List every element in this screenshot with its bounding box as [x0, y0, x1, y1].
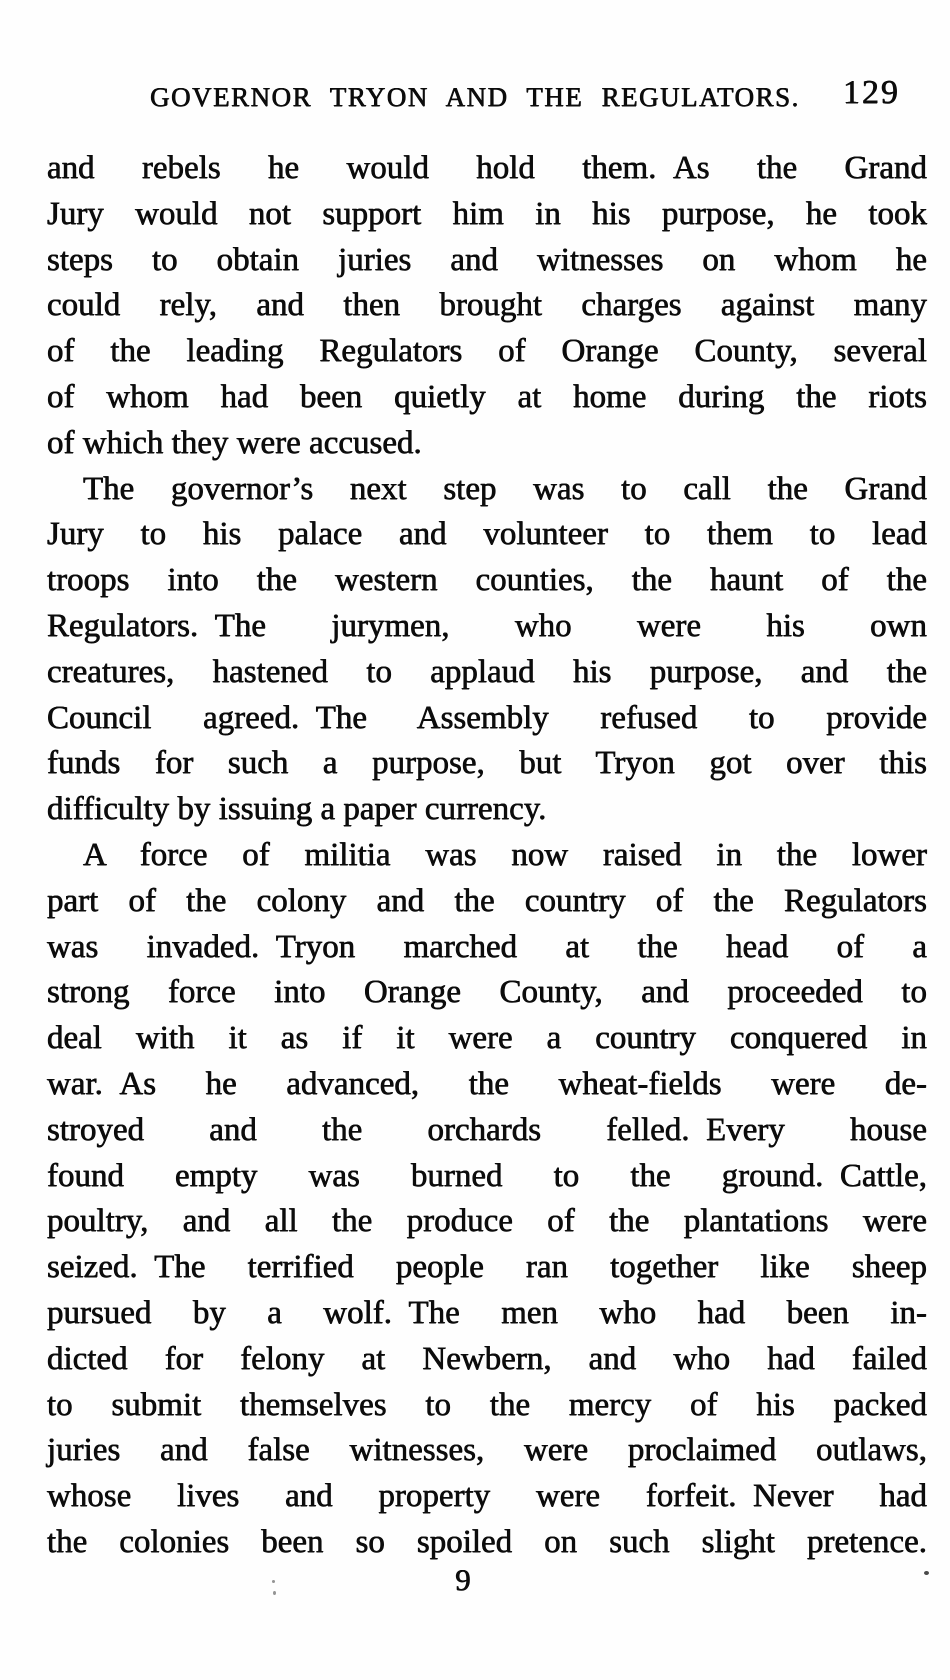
text-line: of the leading Regulators of Orange County, several	[47, 333, 927, 370]
text-line: of which they were accused.	[47, 424, 422, 461]
text-line: poultry, and all the produce of the plantations were	[47, 1203, 927, 1240]
print-artifact-speck	[273, 1591, 276, 1595]
text-line: A force of militia was now raised in the lower	[83, 836, 927, 873]
text-line: juries and false witnesses, were proclaimed outlaws,	[47, 1432, 927, 1469]
text-line: was invaded. Tryon marched at the head of a	[47, 928, 927, 965]
text-line: whose lives and property were forfeit. Never had	[47, 1478, 927, 1515]
running-header-title: GOVERNOR TRYON AND THE REGULATORS.	[150, 82, 800, 112]
text-line: war. As he advanced, the wheat-fields were de-	[47, 1065, 927, 1102]
paragraph	[47, 833, 927, 1566]
text-line: stroyed and the orchards felled. Every house	[47, 1111, 927, 1148]
text-line: dicted for felony at Newbern, and who had failed	[47, 1340, 927, 1377]
text-line: part of the colony and the country of the Regulators	[47, 882, 927, 919]
text-line: and rebels he would hold them. As the Grand	[47, 150, 927, 186]
print-artifact-speck	[272, 1580, 275, 1583]
text-line: found empty was burned to the ground. Cattle,	[47, 1157, 927, 1194]
text-line: Council agreed. The Assembly refused to provide	[47, 699, 927, 736]
text-line: steps to obtain juries and witnesses on whom he	[47, 241, 927, 278]
paragraph	[47, 146, 927, 467]
text-line: The governor’s next step was to call the Grand	[83, 470, 927, 507]
text-line: the colonies been so spoiled on such slight pretence.	[47, 1523, 927, 1560]
paragraph	[47, 467, 927, 833]
text-line: deal with it as if it were a country conquered in	[47, 1020, 927, 1057]
print-artifact-dot	[924, 1571, 929, 1575]
body-text	[47, 146, 927, 1566]
signature-mark: 9	[455, 1562, 471, 1597]
text-line: Jury would not support him in his purpose, he took	[47, 195, 927, 232]
text-line: to submit themselves to the mercy of his packed	[47, 1386, 927, 1423]
text-line: of whom had been quietly at home during the riots	[47, 378, 927, 415]
text-line: seized. The terrified people ran together like sheep	[47, 1249, 927, 1286]
text-line: pursued by a wolf. The men who had been in-	[47, 1294, 927, 1331]
text-line: difficulty by issuing a paper currency.	[47, 791, 547, 828]
page-number: 129	[843, 74, 900, 111]
text-line: strong force into Orange County, and proceeded to	[47, 974, 927, 1011]
text-line: Jury to his palace and volunteer to them to lead	[47, 516, 927, 553]
text-line: creatures, hastened to applaud his purpose, and the	[47, 653, 927, 690]
text-line: funds for such a purpose, but Tryon got over this	[47, 745, 927, 782]
text-line: could rely, and then brought charges against many	[47, 287, 927, 324]
text-line: troops into the western counties, the haunt of the	[47, 562, 927, 599]
text-line: Regulators. The jurymen, who were his own	[47, 607, 927, 644]
